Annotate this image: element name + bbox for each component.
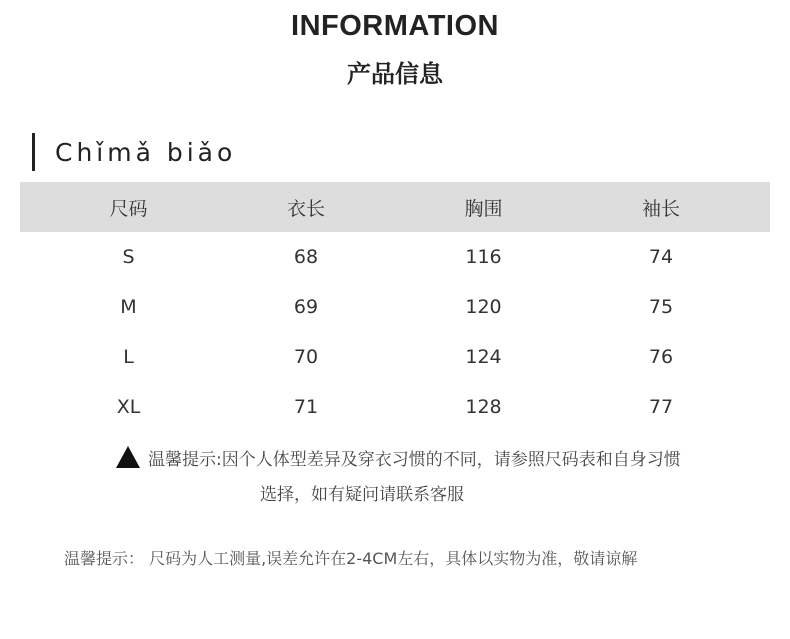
column-header-size: 尺码 (109, 197, 148, 220)
cell-length: 69 (293, 296, 319, 318)
cell-sleeve: 76 (648, 346, 674, 368)
cell-chest: 120 (465, 296, 502, 318)
notice-line-2: 选择，如有疑问请联系客服 (260, 485, 464, 505)
title-english: INFORMATION (291, 10, 499, 42)
column-header-sleeve: 袖长 (641, 197, 680, 220)
cell-chest: 124 (465, 346, 502, 368)
notice-line-1: 温馨提示:因个人体型差异及穿衣习惯的不同，请参照尺码表和自身习惯 (148, 449, 681, 470)
table-row (20, 232, 770, 282)
cell-chest: 128 (465, 396, 502, 418)
cell-size: XL (116, 396, 141, 418)
cell-size: S (122, 246, 135, 268)
cell-length: 70 (293, 346, 319, 368)
table-row (20, 282, 770, 332)
warning-triangle-icon (116, 446, 140, 468)
column-header-length: 衣长 (286, 197, 325, 220)
table-row (20, 382, 770, 432)
cell-chest: 116 (465, 246, 502, 268)
cell-length: 68 (293, 246, 319, 268)
cell-length: 71 (293, 396, 319, 418)
cell-sleeve: 77 (648, 396, 674, 418)
cell-size: L (123, 346, 134, 368)
measurement-disclaimer: 温馨提示： 尺码为人工测量,误差允许在2-4CM左右，具体以实物为准，敬请谅解 (64, 549, 638, 568)
size-chart-heading: Chǐmǎ biǎo (32, 133, 236, 171)
column-header-chest: 胸围 (464, 197, 503, 220)
size-table (20, 182, 770, 432)
table-row (20, 332, 770, 382)
cell-sleeve: 75 (648, 296, 674, 318)
table-header-row (20, 182, 770, 232)
title-chinese: 产品信息 (347, 60, 443, 88)
cell-sleeve: 74 (648, 246, 674, 268)
cell-size: M (120, 296, 137, 318)
